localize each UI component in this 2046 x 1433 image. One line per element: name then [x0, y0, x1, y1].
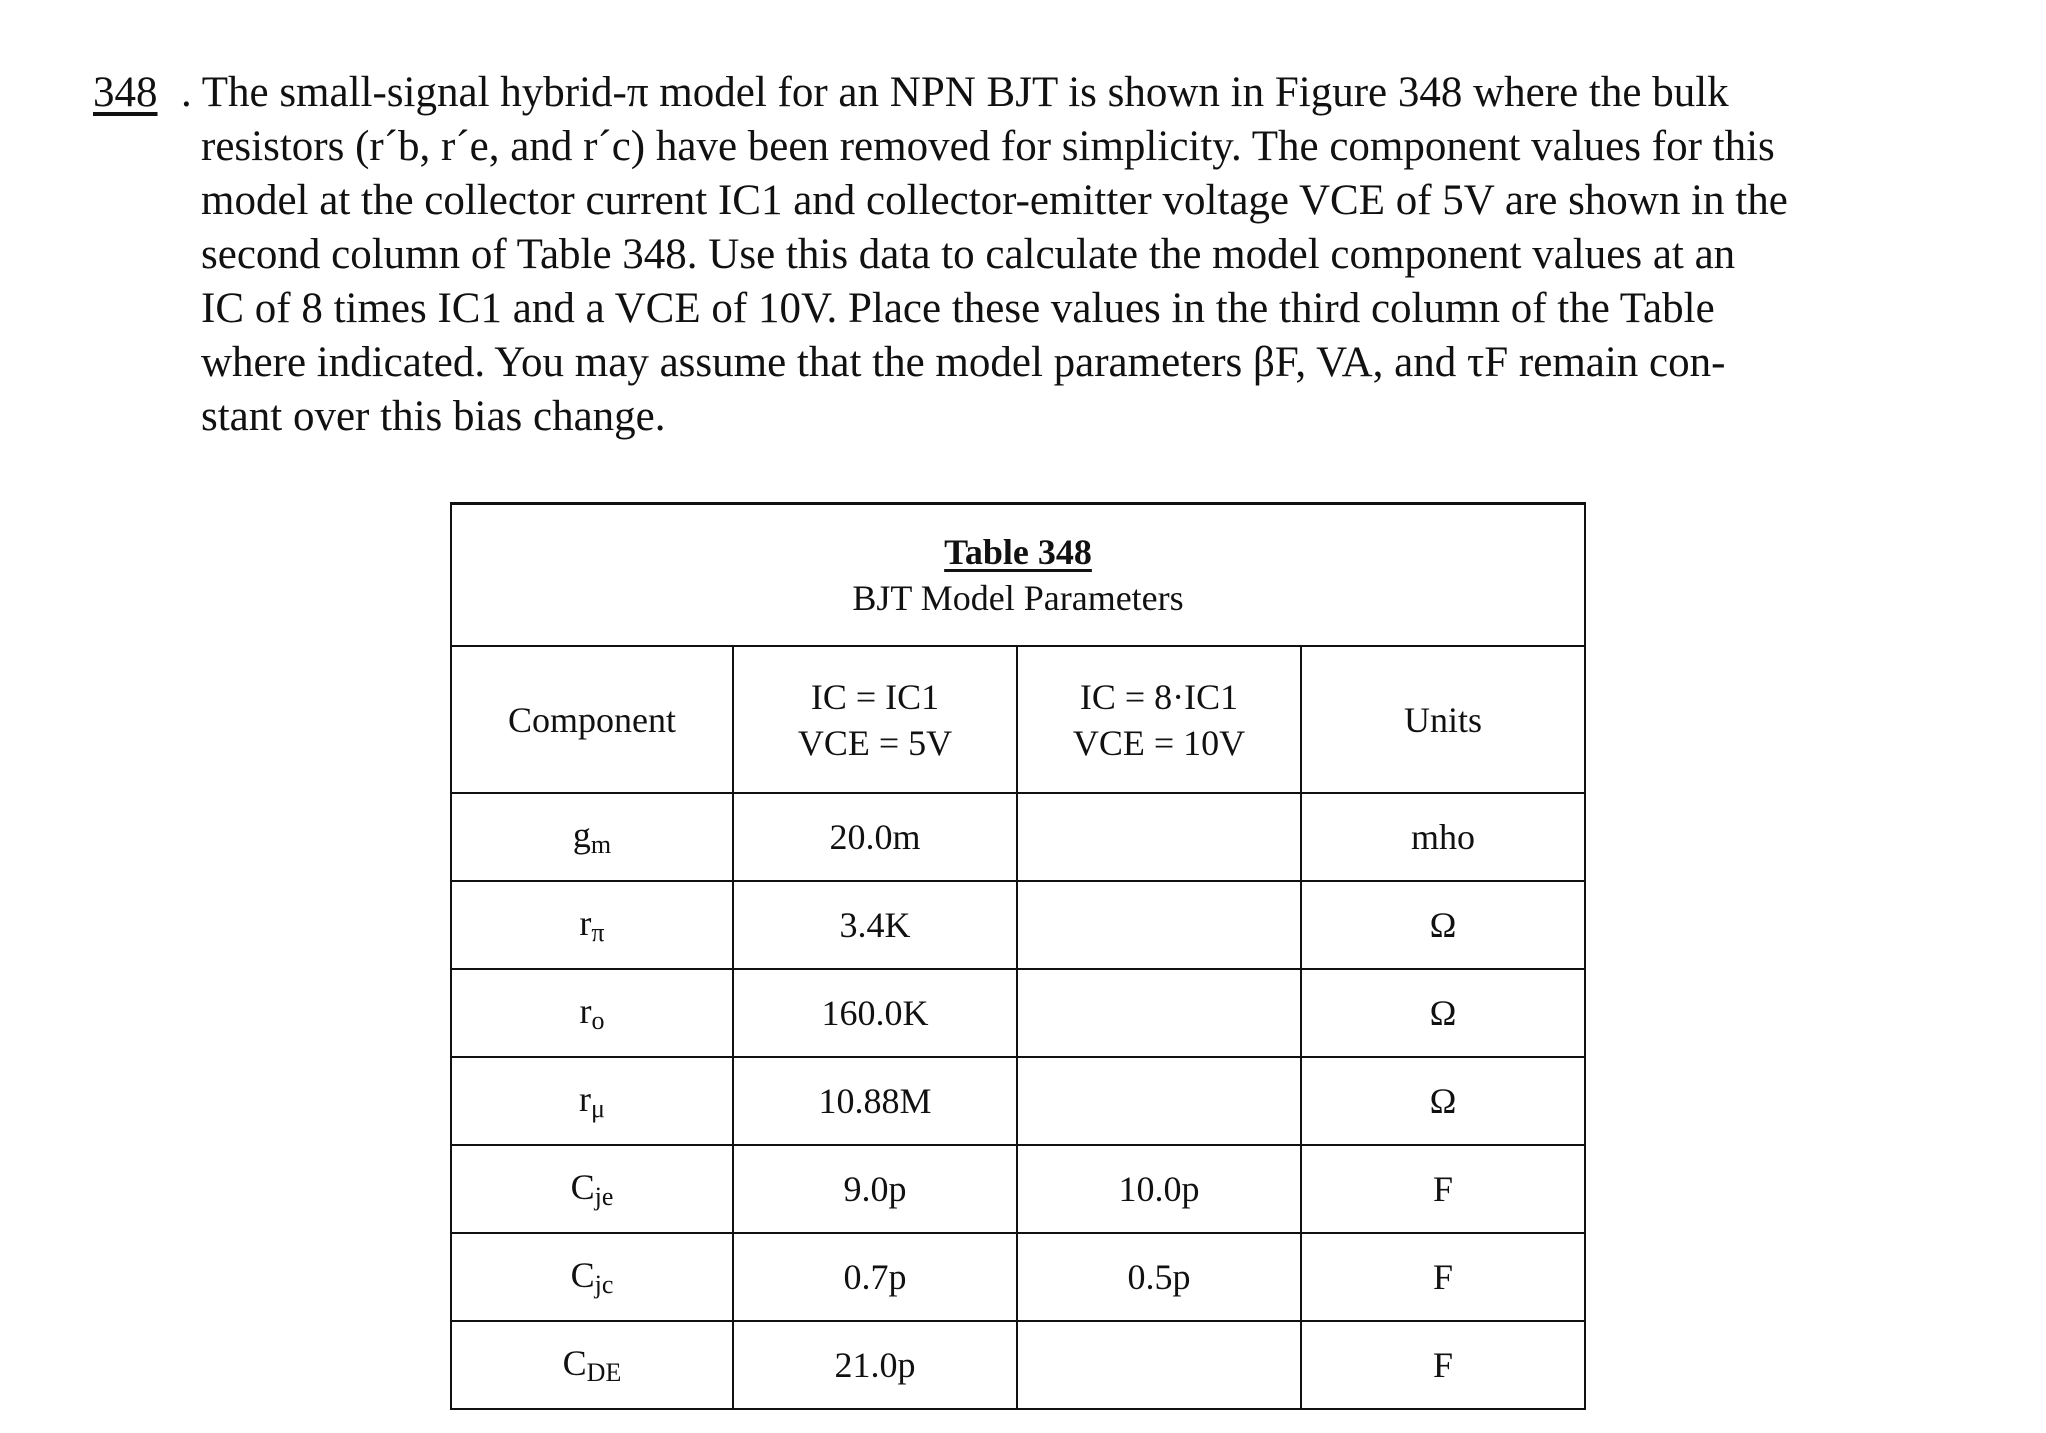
- symbol-subscript: DE: [586, 1358, 622, 1387]
- table-row: [451, 1145, 1585, 1233]
- value-bias-2: [1017, 1321, 1301, 1409]
- unit: Ω: [1301, 1057, 1585, 1145]
- table-subtitle: BJT Model Parameters: [852, 578, 1184, 618]
- table-row: [451, 1057, 1585, 1145]
- value-bias-1: 21.0p: [733, 1321, 1017, 1409]
- value-bias-2: [1017, 793, 1301, 881]
- header-component: Component: [451, 646, 733, 793]
- table-row: [451, 881, 1585, 969]
- problem-statement: [93, 66, 1973, 444]
- symbol-subscript: jc: [594, 1270, 614, 1299]
- unit: F: [1301, 1145, 1585, 1233]
- header-bias-2: [1017, 646, 1301, 793]
- symbol-main: C: [570, 1255, 595, 1295]
- symbol-main: r: [579, 903, 592, 943]
- header-units: Units: [1301, 646, 1585, 793]
- table-row: [451, 1233, 1585, 1321]
- problem-number: 348: [93, 69, 158, 116]
- symbol-main: r: [579, 991, 592, 1031]
- problem-line-4: second column of Table 348. Use this data to calculate the model component values at an: [201, 231, 1736, 278]
- unit: F: [1301, 1321, 1585, 1409]
- table-title-row: [451, 504, 1585, 647]
- symbol-subscript: m: [590, 830, 612, 859]
- value-bias-2: 0.5p: [1017, 1233, 1301, 1321]
- header-bias-2-current: IC = 8·IC1: [1079, 676, 1239, 717]
- unit: Ω: [1301, 969, 1585, 1057]
- header-bias-1-current: IC = IC1: [810, 676, 940, 717]
- unit: Ω: [1301, 881, 1585, 969]
- table-row: [451, 793, 1585, 881]
- value-bias-2: [1017, 969, 1301, 1057]
- symbol-subscript: je: [594, 1182, 614, 1211]
- value-bias-1: 160.0K: [733, 969, 1017, 1057]
- unit: F: [1301, 1233, 1585, 1321]
- problem-line-5: IC of 8 times IC1 and a VCE of 10V. Place these values in the third column of the Table: [201, 285, 1715, 332]
- header-bias-2-voltage: VCE = 10V: [1072, 722, 1246, 763]
- value-bias-1: 20.0m: [733, 793, 1017, 881]
- problem-line-6: where indicated. You may assume that the model parameters βF, VA, and τF remain con-: [201, 339, 1726, 386]
- value-bias-2: [1017, 881, 1301, 969]
- symbol-main: C: [562, 1343, 587, 1383]
- value-bias-1: 3.4K: [733, 881, 1017, 969]
- component-symbol: [451, 1145, 733, 1233]
- unit: mho: [1301, 793, 1585, 881]
- component-symbol: [451, 881, 733, 969]
- table-caption: [451, 504, 1585, 647]
- component-symbol: [451, 1321, 733, 1409]
- symbol-main: g: [572, 815, 591, 855]
- symbol-main: r: [579, 1079, 592, 1119]
- component-symbol: [451, 1233, 733, 1321]
- symbol-subscript: μ: [591, 1094, 605, 1123]
- problem-line-3: model at the collector current IC1 and collector-emitter voltage VCE of 5V are shown in the: [201, 177, 1788, 224]
- table-header-row: [451, 646, 1585, 793]
- component-symbol: [451, 793, 733, 881]
- problem-line-7: stant over this bias change.: [201, 393, 666, 440]
- problem-line-1: . The small-signal hybrid-π model for an NPN BJT is shown in Figure 348 where the bulk: [181, 69, 1729, 116]
- table-row: [451, 1321, 1585, 1409]
- table-row: [451, 969, 1585, 1057]
- component-symbol: [451, 1057, 733, 1145]
- value-bias-1: 10.88M: [733, 1057, 1017, 1145]
- value-bias-2: 10.0p: [1017, 1145, 1301, 1233]
- value-bias-1: 0.7p: [733, 1233, 1017, 1321]
- symbol-subscript: o: [591, 1006, 605, 1035]
- component-symbol: [451, 969, 733, 1057]
- header-bias-1: [733, 646, 1017, 793]
- value-bias-1: 9.0p: [733, 1145, 1017, 1233]
- problem-text: [181, 66, 1973, 444]
- value-bias-2: [1017, 1057, 1301, 1145]
- symbol-subscript: π: [591, 918, 605, 947]
- table-title: Table 348: [944, 532, 1092, 572]
- symbol-main: C: [570, 1167, 595, 1207]
- problem-line-2: resistors (r´b, r´e, and r´c) have been removed for simplicity. The component values for this: [201, 123, 1775, 170]
- parameters-table: [450, 502, 1586, 1410]
- header-bias-1-voltage: VCE = 5V: [797, 722, 953, 763]
